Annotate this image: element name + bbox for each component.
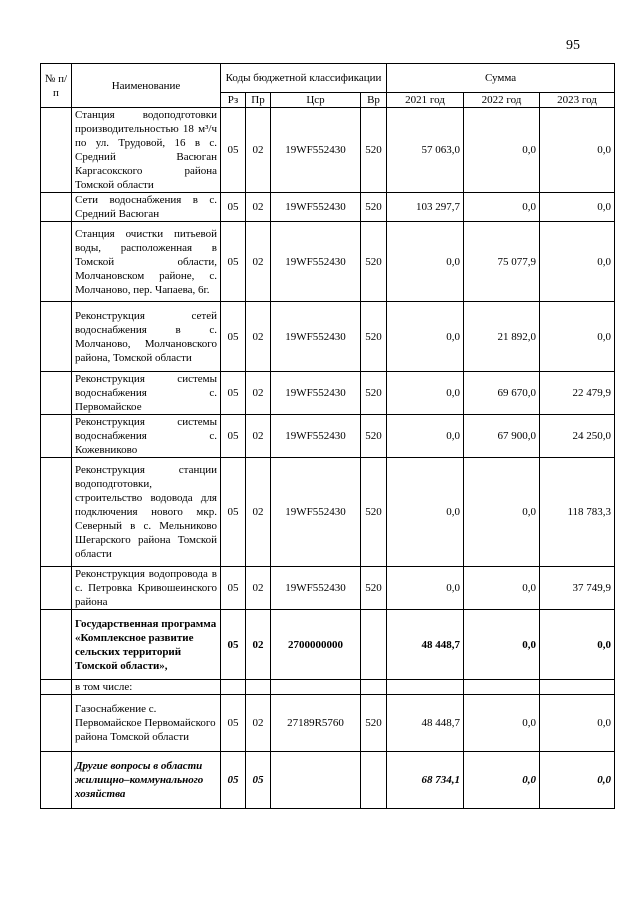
row-pr: 02 bbox=[246, 302, 271, 372]
row-name: Реконструкция станции водоподготовки, строительство водовода для подключения нового мкр. Северный в с. Мельниково Шегарского района Томской области bbox=[72, 458, 221, 567]
row-csr: 27189R5760 bbox=[271, 695, 361, 752]
header-2022: 2022 год bbox=[464, 93, 540, 108]
row-pr: 02 bbox=[246, 372, 271, 415]
table-row bbox=[41, 610, 615, 680]
header-vr: Вр bbox=[361, 93, 387, 108]
row-vr bbox=[361, 610, 387, 680]
row-csr bbox=[271, 752, 361, 809]
row-2021: 0,0 bbox=[387, 302, 464, 372]
row-rz: 05 bbox=[221, 610, 246, 680]
row-name: Государственная программа «Комплексное развитие сельских территорий Томской области», bbox=[72, 610, 221, 680]
row-num bbox=[41, 302, 72, 372]
header-pr: Пр bbox=[246, 93, 271, 108]
row-2021: 103 297,7 bbox=[387, 193, 464, 222]
row-rz: 05 bbox=[221, 302, 246, 372]
row-rz: 05 bbox=[221, 372, 246, 415]
row-name: Станция очистки питьевой воды, расположенная в Томской области, Молчановском районе, с. Молчаново, пер. Чапаева, 6г. bbox=[72, 222, 221, 302]
row-name: Реконструкция системы водоснабжения с. Первомайское bbox=[72, 372, 221, 415]
header-rz: Рз bbox=[221, 93, 246, 108]
row-2021: 0,0 bbox=[387, 415, 464, 458]
table-row bbox=[41, 752, 615, 809]
table-header bbox=[41, 64, 615, 108]
row-name: в том числе: bbox=[72, 680, 221, 695]
row-csr: 19WF552430 bbox=[271, 108, 361, 193]
row-vr: 520 bbox=[361, 695, 387, 752]
table-row bbox=[41, 302, 615, 372]
row-csr: 19WF552430 bbox=[271, 458, 361, 567]
row-vr: 520 bbox=[361, 567, 387, 610]
header-codes: Коды бюджетной классификации bbox=[221, 64, 387, 93]
row-2023: 37 749,9 bbox=[540, 567, 615, 610]
row-2022: 0,0 bbox=[464, 458, 540, 567]
row-vr: 520 bbox=[361, 458, 387, 567]
row-name: Другие вопросы в области жилищно–коммунального хозяйства bbox=[72, 752, 221, 809]
table-row bbox=[41, 680, 615, 695]
row-2023: 0,0 bbox=[540, 695, 615, 752]
row-num bbox=[41, 415, 72, 458]
row-pr: 02 bbox=[246, 695, 271, 752]
row-rz: 05 bbox=[221, 752, 246, 809]
row-2023 bbox=[540, 680, 615, 695]
row-num bbox=[41, 567, 72, 610]
row-csr: 19WF552430 bbox=[271, 302, 361, 372]
table-row bbox=[41, 458, 615, 567]
row-2021: 0,0 bbox=[387, 222, 464, 302]
row-2022: 69 670,0 bbox=[464, 372, 540, 415]
row-csr: 19WF552430 bbox=[271, 193, 361, 222]
row-2023: 0,0 bbox=[540, 752, 615, 809]
row-2021: 68 734,1 bbox=[387, 752, 464, 809]
row-pr: 02 bbox=[246, 222, 271, 302]
row-rz: 05 bbox=[221, 222, 246, 302]
row-pr: 02 bbox=[246, 458, 271, 567]
header-name: Наименование bbox=[72, 64, 221, 108]
row-2021: 0,0 bbox=[387, 372, 464, 415]
row-pr: 02 bbox=[246, 193, 271, 222]
row-vr: 520 bbox=[361, 222, 387, 302]
row-num bbox=[41, 752, 72, 809]
row-rz: 05 bbox=[221, 108, 246, 193]
row-2022: 21 892,0 bbox=[464, 302, 540, 372]
row-name: Реконструкция системы водоснабжения с. Кожевниково bbox=[72, 415, 221, 458]
row-num bbox=[41, 695, 72, 752]
table-row bbox=[41, 193, 615, 222]
header-num: № п/п bbox=[41, 64, 72, 108]
row-2022: 75 077,9 bbox=[464, 222, 540, 302]
row-rz bbox=[221, 680, 246, 695]
row-2021 bbox=[387, 680, 464, 695]
row-num bbox=[41, 458, 72, 567]
row-2022: 0,0 bbox=[464, 610, 540, 680]
page-number: 95 bbox=[566, 38, 580, 53]
row-2022: 0,0 bbox=[464, 695, 540, 752]
row-name: Газоснабжение с. Первомайское Первомайского района Томской области bbox=[72, 695, 221, 752]
budget-table bbox=[40, 63, 615, 809]
row-num bbox=[41, 372, 72, 415]
row-csr: 2700000000 bbox=[271, 610, 361, 680]
row-vr: 520 bbox=[361, 302, 387, 372]
row-2022: 0,0 bbox=[464, 567, 540, 610]
row-pr bbox=[246, 680, 271, 695]
row-csr: 19WF552430 bbox=[271, 567, 361, 610]
row-2021: 0,0 bbox=[387, 567, 464, 610]
row-2021: 48 448,7 bbox=[387, 610, 464, 680]
row-num bbox=[41, 680, 72, 695]
header-sum: Сумма bbox=[387, 64, 615, 93]
row-2021: 57 063,0 bbox=[387, 108, 464, 193]
row-name: Реконструкция водопровода в с. Петровка Кривошеинского района bbox=[72, 567, 221, 610]
table-row bbox=[41, 222, 615, 302]
row-pr: 02 bbox=[246, 415, 271, 458]
row-pr: 05 bbox=[246, 752, 271, 809]
row-2022: 0,0 bbox=[464, 193, 540, 222]
row-2023: 118 783,3 bbox=[540, 458, 615, 567]
row-num bbox=[41, 193, 72, 222]
header-2023: 2023 год bbox=[540, 93, 615, 108]
row-num bbox=[41, 108, 72, 193]
table-row bbox=[41, 415, 615, 458]
row-2023: 0,0 bbox=[540, 610, 615, 680]
row-pr: 02 bbox=[246, 567, 271, 610]
row-vr: 520 bbox=[361, 108, 387, 193]
row-csr: 19WF552430 bbox=[271, 372, 361, 415]
row-vr bbox=[361, 752, 387, 809]
row-vr: 520 bbox=[361, 415, 387, 458]
row-2022: 67 900,0 bbox=[464, 415, 540, 458]
row-2022: 0,0 bbox=[464, 752, 540, 809]
row-2023: 22 479,9 bbox=[540, 372, 615, 415]
row-2021: 48 448,7 bbox=[387, 695, 464, 752]
row-vr bbox=[361, 680, 387, 695]
row-rz: 05 bbox=[221, 458, 246, 567]
row-2022 bbox=[464, 680, 540, 695]
row-rz: 05 bbox=[221, 415, 246, 458]
row-rz: 05 bbox=[221, 695, 246, 752]
table-row bbox=[41, 108, 615, 193]
row-2023: 0,0 bbox=[540, 222, 615, 302]
row-rz: 05 bbox=[221, 567, 246, 610]
header-2021: 2021 год bbox=[387, 93, 464, 108]
table-row bbox=[41, 372, 615, 415]
row-name: Станция водоподготовки производительностью 18 м³/ч по ул. Трудовой, 16 в с. Средний Васюган Каргасокского района Томской области bbox=[72, 108, 221, 193]
row-csr bbox=[271, 680, 361, 695]
row-vr: 520 bbox=[361, 372, 387, 415]
row-pr: 02 bbox=[246, 108, 271, 193]
row-2023: 0,0 bbox=[540, 302, 615, 372]
row-vr: 520 bbox=[361, 193, 387, 222]
row-rz: 05 bbox=[221, 193, 246, 222]
row-pr: 02 bbox=[246, 610, 271, 680]
row-csr: 19WF552430 bbox=[271, 222, 361, 302]
table-row bbox=[41, 695, 615, 752]
row-num bbox=[41, 222, 72, 302]
row-num bbox=[41, 610, 72, 680]
row-2021: 0,0 bbox=[387, 458, 464, 567]
row-name: Сети водоснабжения в с. Средний Васюган bbox=[72, 193, 221, 222]
header-csr: Цср bbox=[271, 93, 361, 108]
row-name: Реконструкция сетей водоснабжения в с. Молчаново, Молчановского района, Томской области bbox=[72, 302, 221, 372]
row-2022: 0,0 bbox=[464, 108, 540, 193]
row-2023: 24 250,0 bbox=[540, 415, 615, 458]
row-csr: 19WF552430 bbox=[271, 415, 361, 458]
row-2023: 0,0 bbox=[540, 108, 615, 193]
table-row bbox=[41, 567, 615, 610]
row-2023: 0,0 bbox=[540, 193, 615, 222]
